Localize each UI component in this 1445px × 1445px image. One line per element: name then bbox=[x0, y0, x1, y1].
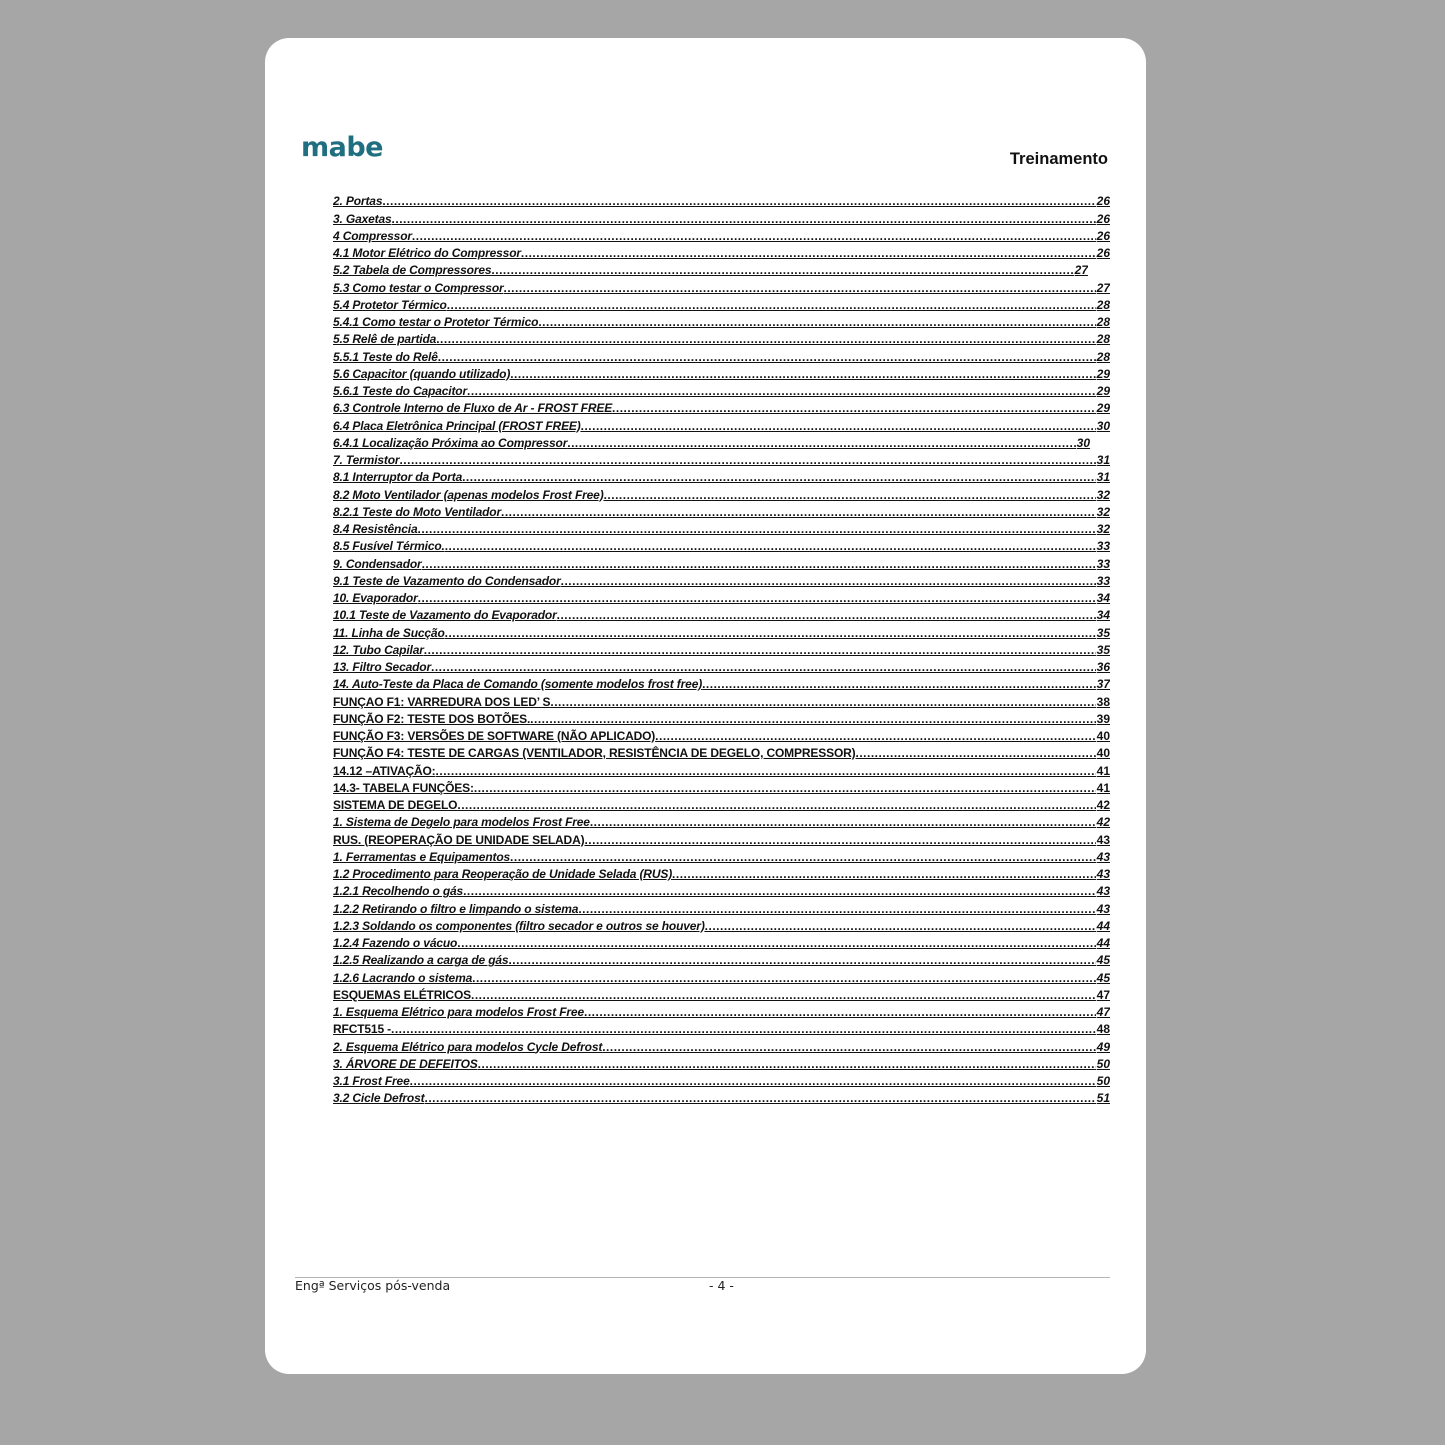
toc-entry-title[interactable]: 12. Tubo Capilar bbox=[333, 642, 424, 657]
toc-entry-page[interactable]: 30 bbox=[1096, 418, 1110, 433]
toc-entry-title[interactable]: 1.2.5 Realizando a carga de gás bbox=[333, 953, 509, 968]
toc-entry-title[interactable]: 5.4.1 Como testar o Protetor Térmico bbox=[333, 315, 539, 329]
toc-entry-page[interactable]: 31 bbox=[1096, 470, 1110, 485]
toc-entry[interactable] bbox=[333, 588, 1110, 605]
toc-entry-page[interactable]: 35 bbox=[1096, 625, 1110, 640]
toc-entry-title[interactable]: 1.2.1 Recolhendo o gás bbox=[333, 884, 464, 899]
toc-entry-page[interactable]: 26 bbox=[1096, 211, 1110, 226]
toc-entry-title[interactable]: 1.2 Procedimento para Reoperação de Unidade Selada (RUS) bbox=[333, 867, 673, 881]
toc-entry-page[interactable]: 33 bbox=[1096, 556, 1110, 571]
toc-dot-leader bbox=[501, 505, 1096, 519]
toc-dot-leader bbox=[467, 384, 1096, 398]
toc-entry[interactable] bbox=[333, 467, 1110, 484]
toc-entry-page[interactable]: 33 bbox=[1096, 573, 1110, 588]
toc-entry[interactable] bbox=[333, 381, 1110, 398]
toc-dot-leader bbox=[557, 608, 1096, 622]
toc-entry[interactable] bbox=[333, 967, 1110, 984]
toc-entry-title[interactable]: 3. Gaxetas bbox=[333, 211, 392, 226]
toc-entry-title[interactable]: SISTEMA DE DEGELO bbox=[333, 798, 458, 812]
toc-entry-title[interactable]: 1. Esquema Elétrico para modelos Frost Free bbox=[333, 1005, 584, 1019]
toc-entry[interactable] bbox=[333, 433, 1090, 450]
toc-entry-page[interactable]: 43 bbox=[1096, 901, 1110, 916]
toc-entry-page[interactable]: 35 bbox=[1096, 642, 1110, 657]
toc-dot-leader bbox=[508, 953, 1095, 967]
toc-entry[interactable] bbox=[333, 950, 1110, 967]
toc-dot-leader bbox=[410, 1074, 1096, 1088]
toc-entry-title[interactable]: ESQUEMAS ELÉTRICOS bbox=[333, 987, 471, 1002]
toc-dot-leader bbox=[491, 263, 1073, 277]
toc-entry[interactable] bbox=[333, 622, 1110, 639]
toc-entry[interactable] bbox=[333, 364, 1110, 381]
toc-dot-leader bbox=[474, 781, 1096, 795]
toc-entry-page[interactable]: 45 bbox=[1096, 970, 1110, 985]
toc-dot-leader bbox=[612, 401, 1096, 415]
toc-entry-title[interactable]: FUNÇAO F1: VARREDURA DOS LED’ S bbox=[333, 694, 551, 709]
toc-entry[interactable] bbox=[333, 898, 1110, 915]
toc-dot-leader bbox=[445, 539, 1096, 553]
toc-dot-leader bbox=[418, 591, 1096, 605]
toc-entry-title[interactable]: 5.5 Relê de partida bbox=[333, 332, 437, 347]
toc-dot-leader bbox=[425, 1091, 1096, 1105]
toc-entry-page[interactable]: 39 bbox=[1096, 711, 1110, 726]
toc-entry-title[interactable]: 3.2 Cicle Defrost bbox=[333, 1091, 425, 1106]
toc-dot-leader bbox=[584, 1005, 1096, 1019]
toc-entry[interactable] bbox=[333, 847, 1110, 864]
toc-entry[interactable] bbox=[333, 605, 1110, 622]
toc-entry-page[interactable]: 38 bbox=[1096, 694, 1110, 709]
toc-dot-leader bbox=[672, 867, 1096, 881]
toc-entry-title[interactable]: 5.6.1 Teste do Capacitor bbox=[333, 384, 468, 398]
toc-entry-page[interactable]: 33 bbox=[1096, 539, 1110, 554]
toc-entry-title[interactable]: 1.2.2 Retirando o filtro e limpando o sistema bbox=[333, 901, 579, 916]
toc-dot-leader bbox=[391, 1022, 1096, 1036]
toc-entry-title[interactable]: 6.4 Placa Eletrônica Principal (FROST FREE) bbox=[333, 418, 581, 433]
toc-dot-leader bbox=[567, 436, 1075, 450]
toc-entry-page[interactable]: 43 bbox=[1096, 884, 1110, 899]
toc-entry[interactable] bbox=[333, 553, 1110, 570]
toc-entry-page[interactable]: 32 bbox=[1096, 522, 1110, 536]
toc-entry-title[interactable]: 5.2 Tabela de Compressores bbox=[333, 263, 492, 278]
toc-dot-leader bbox=[561, 574, 1096, 588]
toc-entry-page[interactable]: 44 bbox=[1096, 918, 1110, 933]
toc-entry[interactable] bbox=[333, 812, 1110, 829]
toc-entry[interactable] bbox=[333, 536, 1110, 553]
toc-entry-title[interactable]: 4 Compressor bbox=[333, 228, 412, 243]
mabe-logo: mabe bbox=[301, 132, 383, 163]
toc-entry-title[interactable]: RFCT515 - bbox=[333, 1022, 391, 1037]
toc-dot-leader bbox=[462, 470, 1096, 484]
toc-entry-title[interactable]: FUNÇÃO F2: TESTE DOS BOTÕES. bbox=[333, 711, 531, 726]
toc-entry-title[interactable]: 6.4.1 Localização Próxima ao Compressor bbox=[333, 435, 568, 450]
toc-entry-page[interactable]: 37 bbox=[1096, 677, 1110, 692]
toc-entry-page[interactable]: 34 bbox=[1096, 591, 1110, 605]
toc-entry-title[interactable]: 5.4 Protetor Térmico bbox=[333, 297, 447, 312]
toc-entry-page[interactable]: 28 bbox=[1096, 297, 1110, 312]
toc-dot-leader bbox=[590, 815, 1096, 829]
toc-dot-leader bbox=[382, 194, 1095, 208]
toc-dot-leader bbox=[463, 884, 1096, 898]
toc-dot-leader bbox=[431, 660, 1096, 674]
toc-entry[interactable] bbox=[333, 243, 1110, 260]
toc-dot-leader bbox=[438, 350, 1096, 364]
toc-entry-page[interactable]: 51 bbox=[1096, 1091, 1110, 1106]
toc-entry-page[interactable]: 26 bbox=[1096, 194, 1110, 209]
toc-entry-title[interactable]: 2. Esquema Elétrico para modelos Cycle Defrost bbox=[333, 1039, 603, 1054]
toc-entry-page[interactable]: 43 bbox=[1096, 849, 1110, 864]
toc-entry[interactable] bbox=[333, 985, 1110, 1002]
toc-entry-page[interactable]: 50 bbox=[1096, 1056, 1110, 1071]
toc-entry-title[interactable]: 14.3- TABELA FUNÇÕES: bbox=[333, 780, 474, 795]
toc-entry-title[interactable]: FUNÇÃO F4: TESTE DE CARGAS (VENTILADOR, RESISTÊNCIA DE DEGELO, COMPRESSOR) bbox=[333, 746, 856, 761]
toc-dot-leader bbox=[412, 229, 1096, 243]
toc-entry[interactable] bbox=[333, 519, 1110, 536]
toc-entry-title[interactable]: 14.12 –ATIVAÇÃO: bbox=[333, 763, 436, 778]
toc-entry[interactable] bbox=[333, 864, 1110, 881]
document-page bbox=[265, 38, 1146, 1374]
toc-entry-page[interactable]: 28 bbox=[1096, 315, 1110, 329]
toc-entry[interactable] bbox=[333, 346, 1110, 363]
toc-entry-page[interactable]: 34 bbox=[1096, 608, 1110, 623]
toc-entry-title[interactable]: 8.1 Interruptor da Porta bbox=[333, 470, 463, 485]
toc-entry-page[interactable]: 26 bbox=[1096, 228, 1110, 243]
toc-entry[interactable] bbox=[333, 778, 1110, 795]
footer-page-number: - 4 - bbox=[709, 1278, 734, 1293]
toc-entry-page[interactable]: 42 bbox=[1096, 815, 1110, 830]
toc-dot-leader bbox=[550, 695, 1095, 709]
toc-entry[interactable] bbox=[333, 760, 1110, 777]
toc-entry-page[interactable]: 43 bbox=[1096, 867, 1110, 881]
toc-dot-leader bbox=[530, 712, 1095, 726]
toc-entry-title[interactable]: 1. Sistema de Degelo para modelos Frost Free bbox=[333, 815, 590, 830]
toc-entry-title[interactable]: FUNÇÃO F3: VERSÕES DE SOFTWARE (NÃO APLICADO) bbox=[333, 729, 656, 743]
toc-dot-leader bbox=[392, 212, 1096, 226]
toc-entry-page[interactable]: 41 bbox=[1096, 763, 1110, 778]
toc-entry[interactable] bbox=[333, 1071, 1110, 1088]
toc-entry-page[interactable]: 45 bbox=[1096, 953, 1110, 968]
toc-entry-page[interactable]: 29 bbox=[1096, 401, 1110, 416]
toc-entry-title[interactable]: 10.1 Teste de Vazamento do Evaporador bbox=[333, 608, 557, 623]
toc-entry-title[interactable]: 9. Condensador bbox=[333, 556, 422, 571]
toc-entry-page[interactable]: 36 bbox=[1096, 660, 1110, 674]
toc-entry-title[interactable]: 3. ÁRVORE DE DEFEITOS bbox=[333, 1056, 478, 1071]
toc-dot-leader bbox=[578, 902, 1095, 916]
toc-dot-leader bbox=[399, 453, 1095, 467]
toc-entry[interactable] bbox=[333, 208, 1110, 225]
toc-entry[interactable] bbox=[333, 743, 1110, 760]
toc-dot-leader bbox=[471, 988, 1096, 1002]
toc-entry-page[interactable]: 31 bbox=[1096, 453, 1110, 467]
toc-entry-page[interactable]: 29 bbox=[1096, 366, 1110, 381]
toc-entry[interactable] bbox=[333, 709, 1110, 726]
toc-entry-page[interactable]: 28 bbox=[1096, 332, 1110, 347]
toc-dot-leader bbox=[702, 677, 1096, 691]
toc-entry[interactable] bbox=[333, 795, 1110, 812]
toc-entry-title[interactable]: 7. Termistor bbox=[333, 453, 400, 467]
toc-entry[interactable] bbox=[333, 1036, 1110, 1053]
toc-entry[interactable] bbox=[333, 398, 1110, 415]
toc-dot-leader bbox=[436, 332, 1095, 346]
toc-entry[interactable] bbox=[333, 829, 1110, 846]
toc-dot-leader bbox=[457, 798, 1095, 812]
toc-entry[interactable] bbox=[333, 226, 1110, 243]
toc-entry[interactable] bbox=[333, 329, 1110, 346]
toc-entry-title[interactable]: 1. Ferramentas e Equipamentos bbox=[333, 849, 511, 864]
toc-entry-title[interactable]: 6.3 Controle Interno de Fluxo de Ar - FROST FREE bbox=[333, 401, 613, 416]
toc-entry[interactable] bbox=[333, 415, 1110, 432]
toc-dot-leader bbox=[457, 936, 1095, 950]
toc-entry-page[interactable]: 32 bbox=[1096, 504, 1110, 519]
toc-entry-page[interactable]: 47 bbox=[1096, 1005, 1110, 1019]
toc-entry-page[interactable]: 47 bbox=[1096, 987, 1110, 1002]
toc-entry-title[interactable]: 1.2.3 Soldando os componentes (filtro secador e outros se houver) bbox=[333, 918, 705, 933]
toc-entry-page[interactable]: 29 bbox=[1096, 384, 1110, 398]
toc-dot-leader bbox=[604, 488, 1096, 502]
toc-entry-page[interactable]: 44 bbox=[1096, 936, 1110, 950]
toc-entry-page[interactable]: 49 bbox=[1096, 1039, 1110, 1054]
toc-dot-leader bbox=[602, 1040, 1095, 1054]
toc-entry[interactable] bbox=[333, 674, 1110, 691]
toc-entry[interactable] bbox=[333, 726, 1110, 743]
toc-entry[interactable] bbox=[333, 916, 1110, 933]
toc-dot-leader bbox=[581, 419, 1096, 433]
toc-entry-page[interactable]: 50 bbox=[1096, 1074, 1110, 1088]
toc-entry-page[interactable]: 28 bbox=[1096, 349, 1110, 364]
toc-entry-title[interactable]: 8.5 Fusível Térmico. bbox=[333, 539, 445, 554]
toc-dot-leader bbox=[422, 557, 1096, 571]
toc-dot-leader bbox=[856, 746, 1096, 760]
toc-dot-leader bbox=[504, 281, 1096, 295]
toc-entry[interactable] bbox=[333, 502, 1110, 519]
toc-entry-title[interactable]: 8.2 Moto Ventilador (apenas modelos Frost Free) bbox=[333, 487, 604, 502]
toc-dot-leader bbox=[478, 1057, 1096, 1071]
toc-entry-page[interactable]: 42 bbox=[1096, 798, 1110, 812]
toc-entry-title[interactable]: 5.3 Como testar o Compressor bbox=[333, 280, 504, 295]
footer-department: Engª Serviços pós-venda bbox=[295, 1278, 451, 1293]
toc-entry[interactable] bbox=[333, 484, 1110, 501]
toc-entry[interactable] bbox=[333, 450, 1110, 467]
toc-entry-page[interactable]: 26 bbox=[1096, 246, 1110, 260]
toc-entry-title[interactable]: 11. Linha de Sucção bbox=[333, 625, 445, 640]
toc-entry[interactable] bbox=[333, 1002, 1110, 1019]
toc-entry[interactable] bbox=[333, 691, 1110, 708]
toc-dot-leader bbox=[447, 298, 1096, 312]
toc-entry-title[interactable]: 1.2.4 Fazendo o vácuo bbox=[333, 936, 458, 950]
toc-entry-title[interactable]: 9.1 Teste de Vazamento do Condensador bbox=[333, 573, 561, 588]
toc-dot-leader bbox=[521, 246, 1096, 260]
toc-dot-leader bbox=[510, 367, 1095, 381]
toc-entry-title[interactable]: 4.1 Motor Elétrico do Compressor bbox=[333, 246, 521, 260]
toc-entry-page[interactable]: 40 bbox=[1096, 729, 1110, 743]
toc-entry[interactable] bbox=[333, 277, 1110, 294]
toc-entry-title[interactable]: 14. Auto-Teste da Placa de Comando (somente modelos frost free) bbox=[333, 677, 703, 692]
toc-entry-title[interactable]: 5.5.1 Teste do Relê bbox=[333, 349, 438, 364]
toc-dot-leader bbox=[538, 315, 1095, 329]
toc-dot-leader bbox=[417, 522, 1095, 536]
toc-entry[interactable] bbox=[333, 640, 1110, 657]
toc-entry-page[interactable]: 27 bbox=[1096, 280, 1110, 295]
toc-entry[interactable] bbox=[333, 571, 1110, 588]
toc-dot-leader bbox=[445, 626, 1096, 640]
toc-entry-title[interactable]: 3.1 Frost Free bbox=[333, 1074, 410, 1088]
toc-entry[interactable] bbox=[333, 295, 1110, 312]
toc-entry-title[interactable]: 10. Evaporador bbox=[333, 591, 418, 605]
toc-dot-leader bbox=[424, 643, 1096, 657]
toc-dot-leader bbox=[584, 833, 1095, 847]
toc-entry[interactable] bbox=[333, 1088, 1110, 1105]
toc-entry-title[interactable]: 2. Portas bbox=[333, 194, 383, 209]
toc-entry-title[interactable]: 8.2.1 Teste do Moto Ventilador bbox=[333, 504, 501, 519]
toc-entry-title[interactable]: 1.2.6 Lacrando o sistema bbox=[333, 970, 473, 985]
toc-entry[interactable] bbox=[333, 260, 1088, 277]
toc-entry-page[interactable]: 43 bbox=[1096, 832, 1110, 847]
toc-entry[interactable] bbox=[333, 312, 1110, 329]
toc-dot-leader bbox=[436, 764, 1096, 778]
toc-entry-title[interactable]: 5.6 Capacitor (quando utilizado) bbox=[333, 366, 511, 381]
toc-dot-leader bbox=[655, 729, 1095, 743]
toc-entry[interactable] bbox=[333, 1054, 1110, 1071]
toc-entry-title[interactable]: 8.4 Resistência bbox=[333, 522, 418, 536]
toc-entry-title[interactable]: RUS. (REOPERAÇÃO DE UNIDADE SELADA) bbox=[333, 832, 585, 847]
table-of-contents bbox=[333, 191, 1110, 1105]
header-title: Treinamento bbox=[1009, 150, 1108, 168]
toc-dot-leader bbox=[510, 850, 1096, 864]
toc-entry-page[interactable]: 32 bbox=[1096, 487, 1110, 502]
toc-entry[interactable] bbox=[333, 657, 1110, 674]
toc-entry[interactable] bbox=[333, 933, 1110, 950]
toc-entry-page[interactable]: 40 bbox=[1096, 746, 1110, 761]
toc-dot-leader bbox=[705, 919, 1096, 933]
toc-entry-page[interactable]: 48 bbox=[1096, 1022, 1110, 1037]
toc-entry-page[interactable]: 30 bbox=[1076, 435, 1090, 450]
toc-entry[interactable] bbox=[333, 191, 1110, 208]
toc-entry-page[interactable]: 27 bbox=[1074, 263, 1088, 278]
toc-entry-title[interactable]: 13. Filtro Secador bbox=[333, 660, 431, 674]
toc-dot-leader bbox=[472, 971, 1096, 985]
toc-entry[interactable] bbox=[333, 881, 1110, 898]
toc-entry-page[interactable]: 41 bbox=[1096, 780, 1110, 795]
toc-entry[interactable] bbox=[333, 1019, 1110, 1036]
